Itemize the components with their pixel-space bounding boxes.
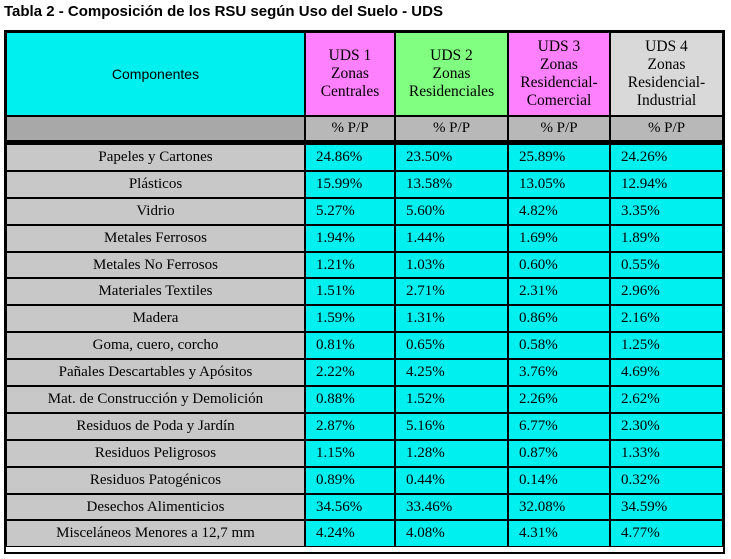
column-header-line: UDS 4 xyxy=(645,38,688,55)
value-cell-uds-4: 1.33% xyxy=(610,440,723,467)
component-label: Metales No Ferrosos xyxy=(6,252,305,279)
value-cell-uds-3: 3.76% xyxy=(508,359,610,386)
value-cell-uds-4: 2.30% xyxy=(610,413,723,440)
table-row xyxy=(6,386,723,413)
value-cell-uds-2: 0.44% xyxy=(395,467,508,494)
value-cell-uds-2: 1.28% xyxy=(395,440,508,467)
value-cell-uds-2: 1.31% xyxy=(395,305,508,332)
value-cell-uds-2: 33.46% xyxy=(395,494,508,521)
table-row xyxy=(6,332,723,359)
value-cell-uds-1: 1.15% xyxy=(305,440,395,467)
value-cell-uds-2: 1.03% xyxy=(395,252,508,279)
value-cell-uds-4: 34.59% xyxy=(610,494,723,521)
value-cell-uds-3: 4.31% xyxy=(508,520,610,547)
table-title: Tabla 2 - Composición de los RSU según Uso del Suelo - UDS xyxy=(4,3,443,20)
value-cell-uds-4: 4.77% xyxy=(610,520,723,547)
value-cell-uds-2: 2.71% xyxy=(395,278,508,305)
value-cell-uds-1: 0.88% xyxy=(305,386,395,413)
component-label: Desechos Alimenticios xyxy=(6,494,305,521)
value-cell-uds-2: 23.50% xyxy=(395,144,508,171)
value-cell-uds-1: 2.22% xyxy=(305,359,395,386)
value-cell-uds-4: 4.69% xyxy=(610,359,723,386)
value-cell-uds-3: 0.87% xyxy=(508,440,610,467)
unit-cell: % P/P xyxy=(610,116,723,141)
column-header-line: UDS 1 xyxy=(328,47,372,64)
header-row xyxy=(6,32,723,116)
value-cell-uds-2: 4.25% xyxy=(395,359,508,386)
value-cell-uds-3: 0.86% xyxy=(508,305,610,332)
composition-table-frame xyxy=(4,30,725,554)
component-label: Vidrio xyxy=(6,198,305,225)
value-cell-uds-3: 2.31% xyxy=(508,278,610,305)
column-header-uds-4 xyxy=(610,32,723,116)
column-header-line: UDS 2 xyxy=(430,47,473,64)
value-cell-uds-3: 25.89% xyxy=(508,144,610,171)
table-row xyxy=(6,225,723,252)
column-header-line: Industrial xyxy=(636,92,697,109)
column-header-line: Residencial- xyxy=(520,74,598,91)
value-cell-uds-1: 15.99% xyxy=(305,171,395,198)
column-header-line: Residencial- xyxy=(627,74,706,91)
table-row xyxy=(6,359,723,386)
table-row xyxy=(6,305,723,332)
units-row xyxy=(6,116,723,141)
value-cell-uds-1: 1.59% xyxy=(305,305,395,332)
value-cell-uds-2: 5.60% xyxy=(395,198,508,225)
unit-cell: % P/P xyxy=(395,116,508,141)
value-cell-uds-2: 13.58% xyxy=(395,171,508,198)
column-header-line: Zonas xyxy=(647,56,686,73)
value-cell-uds-4: 1.25% xyxy=(610,332,723,359)
value-cell-uds-3: 4.82% xyxy=(508,198,610,225)
component-label: Pañales Descartables y Apósitos xyxy=(6,359,305,386)
value-cell-uds-4: 24.26% xyxy=(610,144,723,171)
value-cell-uds-4: 2.96% xyxy=(610,278,723,305)
component-label: Papeles y Cartones xyxy=(6,144,305,171)
value-cell-uds-1: 5.27% xyxy=(305,198,395,225)
units-blank-cell xyxy=(6,116,305,141)
value-cell-uds-1: 1.51% xyxy=(305,278,395,305)
unit-cell: % P/P xyxy=(508,116,610,141)
value-cell-uds-1: 4.24% xyxy=(305,520,395,547)
value-cell-uds-4: 12.94% xyxy=(610,171,723,198)
value-cell-uds-2: 1.52% xyxy=(395,386,508,413)
value-cell-uds-2: 0.65% xyxy=(395,332,508,359)
value-cell-uds-4: 3.35% xyxy=(610,198,723,225)
value-cell-uds-2: 5.16% xyxy=(395,413,508,440)
value-cell-uds-4: 1.89% xyxy=(610,225,723,252)
column-header-line: Centrales xyxy=(320,83,380,100)
value-cell-uds-1: 0.81% xyxy=(305,332,395,359)
component-label: Mat. de Construcción y Demolición xyxy=(6,386,305,413)
value-cell-uds-3: 0.14% xyxy=(508,467,610,494)
table-row xyxy=(6,278,723,305)
table-row xyxy=(6,494,723,521)
column-header-line: Residenciales xyxy=(408,83,495,100)
value-cell-uds-2: 4.08% xyxy=(395,520,508,547)
table-row xyxy=(6,171,723,198)
column-header-line: Comercial xyxy=(526,92,592,109)
table-row xyxy=(6,440,723,467)
component-label: Metales Ferrosos xyxy=(6,225,305,252)
component-label: Misceláneos Menores a 12,7 mm xyxy=(6,520,305,547)
value-cell-uds-1: 0.89% xyxy=(305,467,395,494)
value-cell-uds-1: 2.87% xyxy=(305,413,395,440)
column-header-line: Zonas xyxy=(432,65,471,82)
table-row xyxy=(6,413,723,440)
value-cell-uds-3: 6.77% xyxy=(508,413,610,440)
value-cell-uds-3: 0.58% xyxy=(508,332,610,359)
unit-cell: % P/P xyxy=(305,116,395,141)
component-label: Plásticos xyxy=(6,171,305,198)
value-cell-uds-3: 0.60% xyxy=(508,252,610,279)
table-row xyxy=(6,252,723,279)
components-header: Componentes xyxy=(6,32,305,116)
value-cell-uds-4: 0.55% xyxy=(610,252,723,279)
component-label: Residuos Patogénicos xyxy=(6,467,305,494)
value-cell-uds-4: 2.16% xyxy=(610,305,723,332)
table-row xyxy=(6,520,723,547)
column-header-uds-1 xyxy=(305,32,395,116)
component-label: Goma, cuero, corcho xyxy=(6,332,305,359)
value-cell-uds-1: 34.56% xyxy=(305,494,395,521)
table-row xyxy=(6,198,723,225)
component-label: Madera xyxy=(6,305,305,332)
table-row xyxy=(6,467,723,494)
column-header-uds-3 xyxy=(508,32,610,116)
value-cell-uds-4: 0.32% xyxy=(610,467,723,494)
value-cell-uds-4: 2.62% xyxy=(610,386,723,413)
value-cell-uds-3: 2.26% xyxy=(508,386,610,413)
composition-table xyxy=(6,32,723,547)
value-cell-uds-1: 24.86% xyxy=(305,144,395,171)
column-header-line: Zonas xyxy=(331,65,369,82)
value-cell-uds-1: 1.21% xyxy=(305,252,395,279)
value-cell-uds-3: 32.08% xyxy=(508,494,610,521)
component-label: Residuos de Poda y Jardín xyxy=(6,413,305,440)
value-cell-uds-3: 13.05% xyxy=(508,171,610,198)
column-header-line: UDS 3 xyxy=(537,38,581,55)
column-header-uds-2 xyxy=(395,32,508,116)
value-cell-uds-1: 1.94% xyxy=(305,225,395,252)
table-row xyxy=(6,144,723,171)
column-header-line: Zonas xyxy=(540,56,578,73)
value-cell-uds-3: 1.69% xyxy=(508,225,610,252)
component-label: Residuos Peligrosos xyxy=(6,440,305,467)
value-cell-uds-2: 1.44% xyxy=(395,225,508,252)
component-label: Materiales Textiles xyxy=(6,278,305,305)
